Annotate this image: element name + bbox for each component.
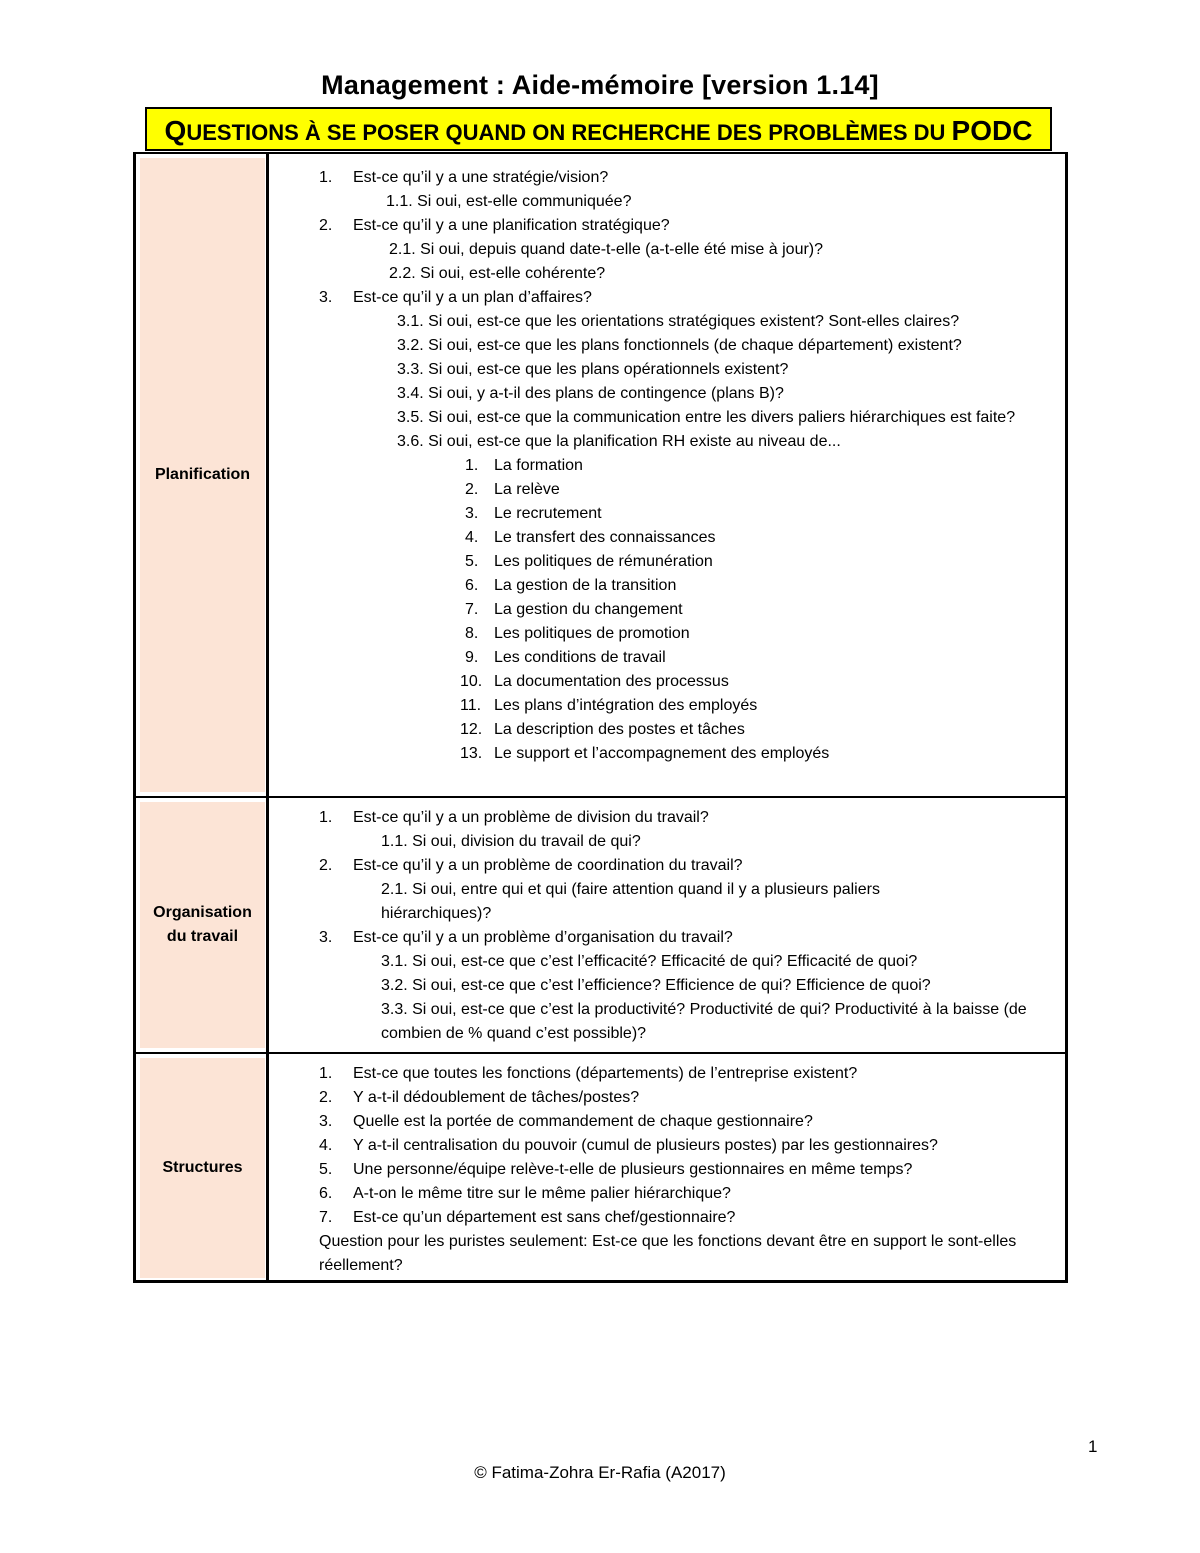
row-label-planification: Planification (140, 158, 265, 792)
list-item (319, 854, 1053, 878)
item-number: 2. (319, 217, 333, 234)
item-number: 2. (319, 857, 333, 874)
item-text: Est-ce que toutes les fonctions (départements) de l’entreprise existent? (353, 1065, 858, 1082)
sub-list-item (319, 478, 1053, 502)
item-number: 10. (460, 673, 483, 690)
item-text: 1.1. Si oui, division du travail de qui? (381, 833, 641, 850)
item-number: 2. (465, 481, 479, 498)
item-text: Le support et l’accompagnement des employés (494, 745, 830, 762)
sub-list-item (319, 598, 1053, 622)
list-item (319, 262, 1053, 286)
item-number: 5. (465, 553, 479, 570)
list-item (319, 1158, 1053, 1182)
item-text: Les conditions de travail (494, 649, 666, 666)
item-number: 7. (465, 601, 479, 618)
item-text: A-t-on le même titre sur le même palier hiérarchique? (353, 1185, 731, 1202)
list-item (319, 238, 1053, 262)
item-number: 1. (319, 169, 333, 186)
item-text: Y a-t-il centralisation du pouvoir (cumul de plusieurs postes) par les gestionnaires? (353, 1137, 938, 1154)
item-number: 13. (460, 745, 483, 762)
item-text: 2.1. Si oui, entre qui et qui (faire attention quand il y a plusieurs paliers hiérarchiques)? (381, 881, 880, 922)
item-text: Est-ce qu’il y a un problème de division du travail? (353, 809, 709, 826)
row-label-structures: Structures (140, 1058, 265, 1278)
item-text: La formation (494, 457, 583, 474)
item-number: 2. (319, 1089, 333, 1106)
list-item (319, 382, 1053, 406)
list-item (319, 358, 1053, 382)
list-item (319, 950, 1053, 974)
list-item (319, 1134, 1053, 1158)
item-text: 3.3. Si oui, est-ce que les plans opérationnels existent? (397, 361, 789, 378)
item-text: La documentation des processus (494, 673, 729, 690)
sub-list-item (319, 454, 1053, 478)
item-text: Est-ce qu’un département est sans chef/gestionnaire? (353, 1209, 736, 1226)
page-number: 1 (1088, 1437, 1098, 1456)
sub-list-item (319, 526, 1053, 550)
item-text: Le recrutement (494, 505, 602, 522)
item-text: Est-ce qu’il y a un problème de coordination du travail? (353, 857, 743, 874)
list-item (319, 1182, 1053, 1206)
item-text: Est-ce qu’il y a une planification stratégique? (353, 217, 670, 234)
list-item (319, 430, 1053, 454)
item-text: 3.1. Si oui, est-ce que les orientations stratégiques existent? Sont-elles claires? (397, 313, 960, 330)
structures-note (319, 1230, 1053, 1278)
item-text: Les plans d’intégration des employés (494, 697, 758, 714)
sub-list-item (319, 574, 1053, 598)
item-number: 6. (465, 577, 479, 594)
item-text: Est-ce qu’il y a un plan d’affaires? (353, 289, 592, 306)
item-text: Quelle est la portée de commandement de chaque gestionnaire? (353, 1113, 813, 1130)
sub-list-item (319, 646, 1053, 670)
sub-list-item (319, 694, 1053, 718)
item-text: 3.2. Si oui, est-ce que les plans fonctionnels (de chaque département) existent? (397, 337, 962, 354)
item-number: 4. (319, 1137, 333, 1154)
item-text: 3.4. Si oui, y a-t-il des plans de contingence (plans B)? (397, 385, 784, 402)
list-item (319, 166, 1053, 190)
list-item (319, 1110, 1053, 1134)
item-text: 2.1. Si oui, depuis quand date-t-elle (a-t-elle été mise à jour)? (389, 241, 824, 258)
list-item (319, 974, 1053, 998)
list-item (319, 806, 1053, 830)
list-item (319, 1206, 1053, 1230)
list-item (319, 878, 1053, 926)
item-text: 3.1. Si oui, est-ce que c’est l’efficacité? Efficacité de qui? Efficacité de quoi? (381, 953, 918, 970)
item-text: Les politiques de rémunération (494, 553, 713, 570)
table-row-structures (136, 1052, 1065, 1282)
list-item (319, 1086, 1053, 1110)
table-row-planification (136, 154, 1065, 796)
item-text: Est-ce qu’il y a un problème d’organisation du travail? (353, 929, 733, 946)
item-text: Le transfert des connaissances (494, 529, 716, 546)
sub-list-item (319, 550, 1053, 574)
note-text: Question pour les puristes seulement: Est-ce que les fonctions devant être en support le sont-elles réellement? (319, 1233, 1017, 1274)
item-text: Y a-t-il dédoublement de tâches/postes? (353, 1089, 640, 1106)
item-number: 5. (319, 1161, 333, 1178)
list-item (319, 1062, 1053, 1086)
item-number: 3. (319, 929, 333, 946)
item-text: 2.2. Si oui, est-elle cohérente? (389, 265, 606, 282)
item-number: 4. (465, 529, 479, 546)
banner-text: UESTIONS À SE POSER QUAND ON RECHERCHE DES PROBLÈMES DU (186, 120, 952, 145)
list-item (319, 286, 1053, 310)
item-number: 1. (465, 457, 479, 474)
row-content-planification (269, 166, 1065, 766)
item-number: 6. (319, 1185, 333, 1202)
table-row-organisation (136, 796, 1065, 1052)
item-text: La description des postes et tâches (494, 721, 745, 738)
sub-list-item (319, 670, 1053, 694)
banner-first-letter: Q (164, 115, 187, 146)
item-number: 3. (319, 289, 333, 306)
footer-copyright: © Fatima-Zohra Er-Rafia (A2017) (474, 1463, 726, 1482)
item-text: 3.6. Si oui, est-ce que la planification RH existe au niveau de... (397, 433, 841, 450)
item-text: 3.5. Si oui, est-ce que la communication entre les divers paliers hiérarchiques est faite? (397, 409, 1016, 426)
sub-list-item (319, 622, 1053, 646)
list-item (319, 998, 1053, 1046)
item-number: 7. (319, 1209, 333, 1226)
questions-table (133, 152, 1068, 1283)
list-item (319, 830, 1053, 854)
rh-sub-list (319, 454, 1053, 766)
item-text: Les politiques de promotion (494, 625, 690, 642)
list-item (319, 334, 1053, 358)
row-content-structures (269, 1062, 1065, 1278)
item-text: 1.1. Si oui, est-elle communiquée? (386, 193, 632, 210)
row-label-organisation: Organisation du travail (140, 802, 265, 1048)
item-number: 3. (465, 505, 479, 522)
list-item (319, 310, 1053, 334)
item-number: 11. (460, 697, 482, 714)
list-item (319, 214, 1053, 238)
sub-list-item (319, 742, 1053, 766)
item-number: 8. (465, 625, 479, 642)
item-text: Une personne/équipe relève-t-elle de plusieurs gestionnaires en même temps? (353, 1161, 913, 1178)
section-banner (145, 107, 1052, 151)
item-number: 3. (319, 1113, 333, 1130)
list-item (319, 190, 1053, 214)
item-text: La gestion de la transition (494, 577, 677, 594)
item-number: 1. (319, 809, 333, 826)
banner-end: PODC (951, 115, 1033, 146)
item-text: La relève (494, 481, 560, 498)
item-text: La gestion du changement (494, 601, 683, 618)
item-number: 12. (460, 721, 483, 738)
row-content-organisation (269, 806, 1065, 1046)
item-text: Est-ce qu’il y a une stratégie/vision? (353, 169, 609, 186)
item-number: 1. (319, 1065, 333, 1082)
list-item (319, 406, 1053, 430)
document-title: Management : Aide-mémoire [version 1.14] (321, 70, 879, 100)
item-number: 9. (465, 649, 479, 666)
sub-list-item (319, 718, 1053, 742)
item-text: 3.2. Si oui, est-ce que c’est l’efficience? Efficience de qui? Efficience de quoi? (381, 977, 931, 994)
list-item (319, 926, 1053, 950)
sub-list-item (319, 502, 1053, 526)
item-text: 3.3. Si oui, est-ce que c’est la productivité? Productivité de qui? Productivité à la baisse (de combien de % quand c’est possible)? (381, 1001, 1027, 1042)
